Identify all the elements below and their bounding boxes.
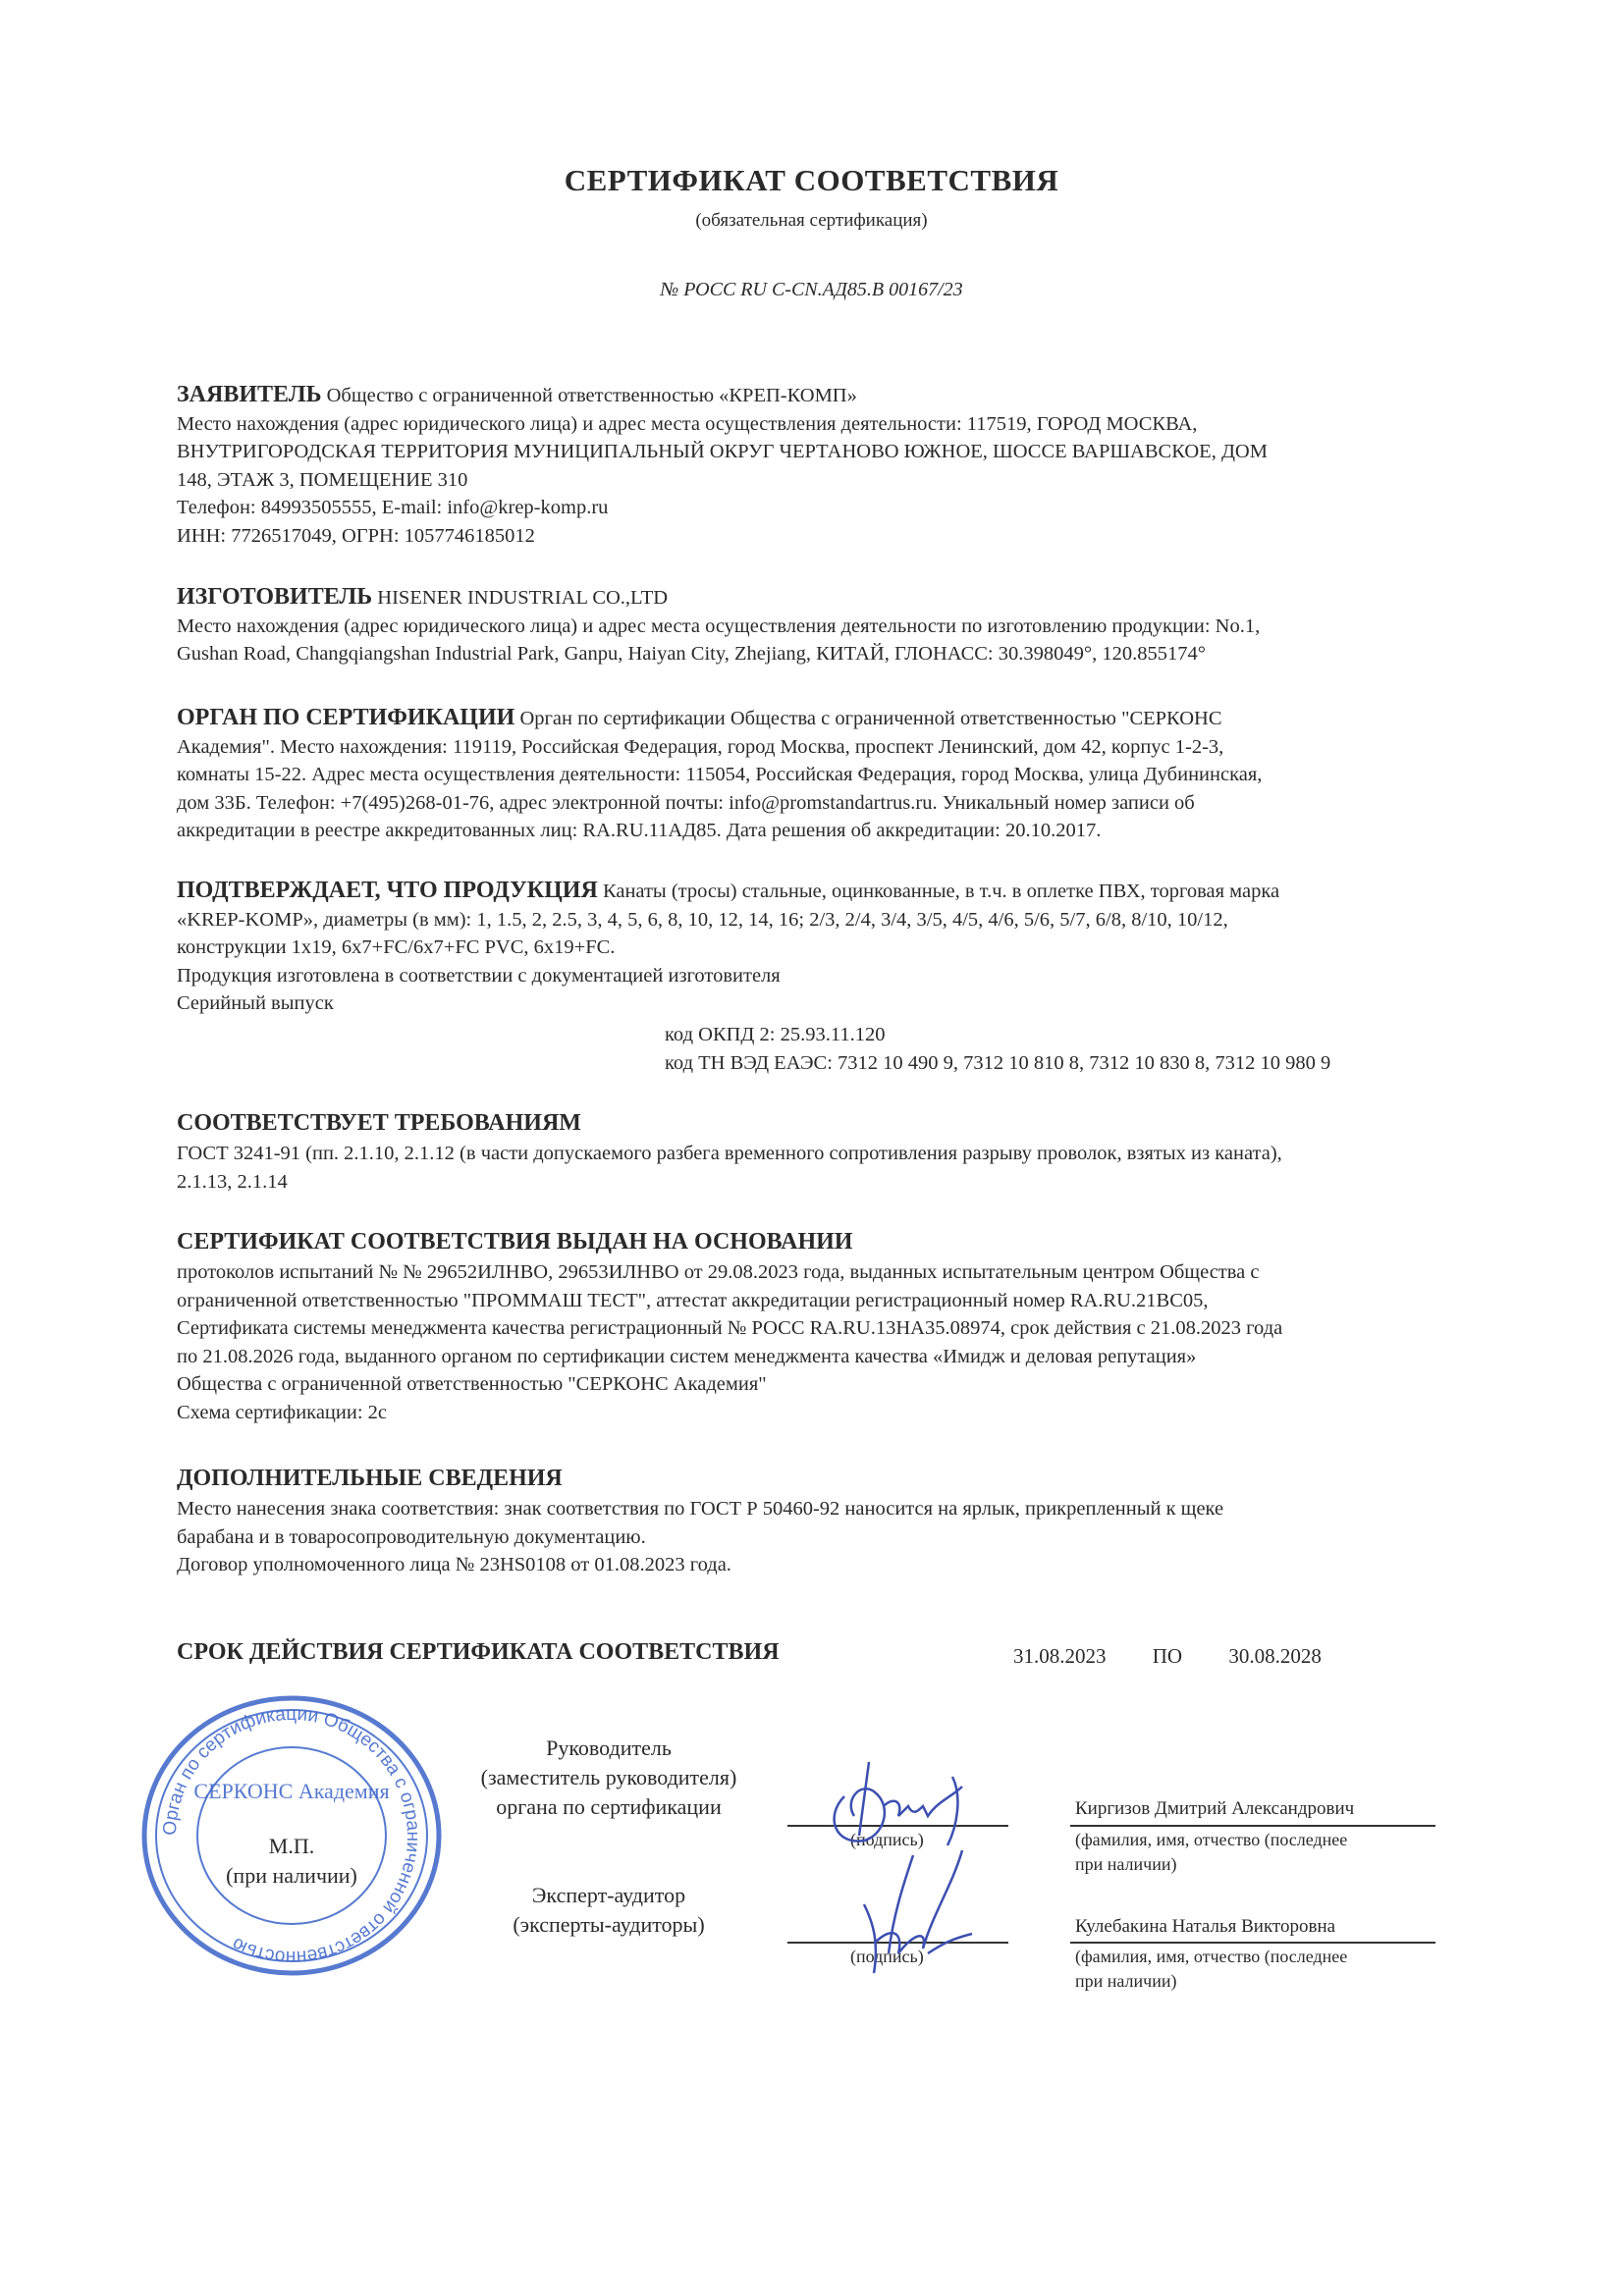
text-line: Место нахождения (адрес юридического лица) и адрес места осуществления деятельности: 117519, ГОРОД МОСКВА, <box>177 412 1198 435</box>
validity-to: 30.08.2028 <box>1228 1644 1322 1668</box>
text-line: Договор уполномоченного лица № 23HS0108 от 01.08.2023 года. <box>177 1554 731 1576</box>
validity-label: СРОК ДЕЙСТВИЯ СЕРТИФИКАТА СООТВЕТСТВИЯ <box>177 1639 780 1665</box>
basis-section <box>177 1225 1551 1427</box>
head-title-line: органа по сертификации <box>496 1794 722 1819</box>
head-name-caption <box>1075 1828 1347 1877</box>
text-line: Место нахождения (адрес юридического лица) и адрес места осуществления деятельности по изготовлению продукции: No.1, <box>177 614 1261 637</box>
validity-sep: ПО <box>1152 1644 1183 1668</box>
cert-body-section <box>177 704 1551 845</box>
requirements-label: СООТВЕТСТВУЕТ ТРЕБОВАНИЯМ <box>177 1110 581 1136</box>
head-sign-caption: (подпись) <box>850 1830 924 1849</box>
applicant-section <box>177 381 1551 551</box>
text-line: «KREP-KOMP», диаметры (в мм): 1, 1.5, 2, 2.5, 3, 4, 5, 6, 8, 10, 12, 14, 16; 2/3, 2/4, 3/4, 3/5, 4/5, 4/6, 5/6, 5/7, 6/8, 8/10, 10/12, <box>177 908 1228 931</box>
document-title: СЕРТИФИКАТ СООТВЕТСТВИЯ <box>564 163 1059 197</box>
text-line: конструкции 1х19, 6х7+FC/6х7+FC PVC, 6х19+FC. <box>177 936 616 959</box>
expert-sign-caption: (подпись) <box>850 1947 924 1966</box>
applicant-label: ЗАЯВИТЕЛЬ <box>177 382 322 407</box>
text-line: барабана и в товаросопроводительную документацию. <box>177 1525 646 1548</box>
stamp-text: СЕРКОНС Академия <box>193 1779 390 1803</box>
head-title-line: (заместитель руководителя) <box>480 1765 737 1789</box>
text-line: 2.1.13, 2.1.14 <box>177 1170 288 1193</box>
additional-label: ДОПОЛНИТЕЛЬНЫЕ СВЕДЕНИЯ <box>177 1466 563 1491</box>
text-line: Серийный выпуск <box>177 992 334 1015</box>
text-line: ВНУТРИГОРОДСКАЯ ТЕРРИТОРИЯ МУНИЦИПАЛЬНЫЙ ОКРУГ ЧЕРТАНОВО ЮЖНОЕ, ШОССЕ ВАРШАВСКОЕ, ДОМ <box>177 441 1268 463</box>
document-subtitle: (обязательная сертификация) <box>695 210 928 231</box>
product-name: Канаты (тросы) стальные, оцинкованные, в т.ч. в оплетке ПВХ, торговая марка <box>602 881 1280 902</box>
text-line: ГОСТ 3241-91 (пп. 2.1.10, 2.1.12 (в части допускаемого разбега временного сопротивления разрыву проволок, взятых из каната), <box>177 1143 1282 1164</box>
requirements-section <box>177 1106 1551 1196</box>
text-line: дом 33Б. Телефон: +7(495)268-01-76, адрес электронной почты: info@promstandartrus.ru. Уникальный номер записи об <box>177 791 1195 814</box>
name-caption-line: (фамилия, имя, отчество (последнее <box>1075 1830 1348 1849</box>
text-line: Сертификата системы менеджмента качества регистрационный № РОСС RA.RU.13НА35.08974, срок действия с 21.08.2023 года <box>177 1317 1283 1340</box>
name-caption-line: при наличии) <box>1075 1854 1177 1874</box>
applicant-name: Общество с ограниченной ответственностью «КРЕП-КОМП» <box>326 385 857 406</box>
expert-title-line: Эксперт-аудитор <box>531 1883 686 1907</box>
cert-body-label: ОРГАН ПО СЕРТИФИКАЦИИ <box>177 705 515 730</box>
text-line: по 21.08.2026 года, выданного органом по сертификации систем менеджмента качества «Имидж и деловая репутация» <box>177 1345 1197 1367</box>
head-title <box>461 1734 756 1822</box>
stamp-place-label: М.П. <box>268 1834 315 1858</box>
stamp-place-note: (при наличии) <box>226 1863 357 1888</box>
expert-title <box>461 1881 756 1940</box>
text-line: Телефон: 84993505555, E-mail: info@krep-komp.ru <box>177 497 609 519</box>
text-line: ИНН: 7726517049, ОГРН: 1057746185012 <box>177 524 535 547</box>
text-line: 148, ЭТАЖ 3, ПОМЕЩЕНИЕ 310 <box>177 468 468 491</box>
cert-body-name: Орган по сертификации Общества с ограниченной ответственностью "СЕРКОНС <box>519 708 1222 729</box>
validity-from: 31.08.2023 <box>1013 1644 1107 1668</box>
basis-label: СЕРТИФИКАТ СООТВЕТСТВИЯ ВЫДАН НА ОСНОВАНИИ <box>177 1229 853 1255</box>
product-section <box>177 877 1551 1077</box>
stamp-place <box>213 1832 370 1891</box>
name-caption-line: при наличии) <box>1075 1971 1177 1991</box>
product-label: ПОДТВЕРЖДАЕТ, ЧТО ПРОДУКЦИЯ <box>177 878 598 903</box>
text-line: Продукция изготовлена в соответствии с документацией изготовителя <box>177 964 781 987</box>
text-line: Gushan Road, Changqiangshan Industrial Park, Ganpu, Haiyan City, Zhejiang, КИТАЙ, ГЛОНАСС: 30.398049°, 120.855174° <box>177 643 1206 666</box>
name-caption-line: (фамилия, имя, отчество (последнее <box>1075 1947 1348 1966</box>
text-line: аккредитации в реестре аккредитованных лиц: RA.RU.11АД85. Дата решения об аккредитации: 20.10.2017. <box>177 820 1102 842</box>
expert-signature <box>835 1845 1011 1993</box>
head-name: Киргизов Дмитрий Александрович <box>1075 1798 1355 1819</box>
text-line: Академия". Место нахождения: 119119, Российская Федерация, город Москва, проспект Ленинский, дом 42, корпус 1-2-3, <box>177 735 1224 758</box>
text-line: ограниченной ответственностью "ПРОММАШ ТЕСТ", аттестат аккредитации регистрационный номер RA.RU.21ВС05, <box>177 1289 1209 1311</box>
text-line: Схема сертификации: 2с <box>177 1401 388 1423</box>
expert-name: Кулебакина Наталья Викторовна <box>1075 1916 1336 1937</box>
manufacturer-label: ИЗГОТОВИТЕЛЬ <box>177 584 373 610</box>
text-line: Общества с ограниченной ответственностью "СЕРКОНС Академия" <box>177 1373 767 1396</box>
okpd-code: код ОКПД 2: 25.93.11.120 <box>665 1023 886 1045</box>
validity-dates <box>1013 1644 1322 1669</box>
expert-title-line: (эксперты-аудиторы) <box>513 1912 705 1937</box>
stamp-ring-text: Орган по сертификации Общества с ограниченной ответственностью <box>159 1703 424 1968</box>
text-line: комнаты 15-22. Адрес места осуществления деятельности: 115054, Российская Федерация, город Москва, улица Дубининская, <box>177 764 1263 786</box>
additional-section <box>177 1462 1551 1579</box>
head-title-line: Руководитель <box>546 1735 672 1760</box>
manufacturer-name: HISENER INDUSTRIAL CO.,LTD <box>377 587 669 609</box>
text-line: протоколов испытаний № № 29652ИЛНВО, 29653ИЛНВО от 29.08.2023 года, выданных испытательным центром Общества с <box>177 1261 1260 1283</box>
manufacturer-section <box>177 583 1551 668</box>
tnved-code: код ТН ВЭД ЕАЭС: 7312 10 490 9, 7312 10 810 8, 7312 10 830 8, 7312 10 980 9 <box>665 1051 1331 1074</box>
expert-name-caption <box>1075 1945 1347 1994</box>
certificate-number: № РОСС RU С-CN.АД85.В 00167/23 <box>660 279 963 300</box>
text-line: Место нанесения знака соответствия: знак соответствия по ГОСТ Р 50460-92 наносится на ярлык, прикрепленный к щеке <box>177 1498 1224 1520</box>
